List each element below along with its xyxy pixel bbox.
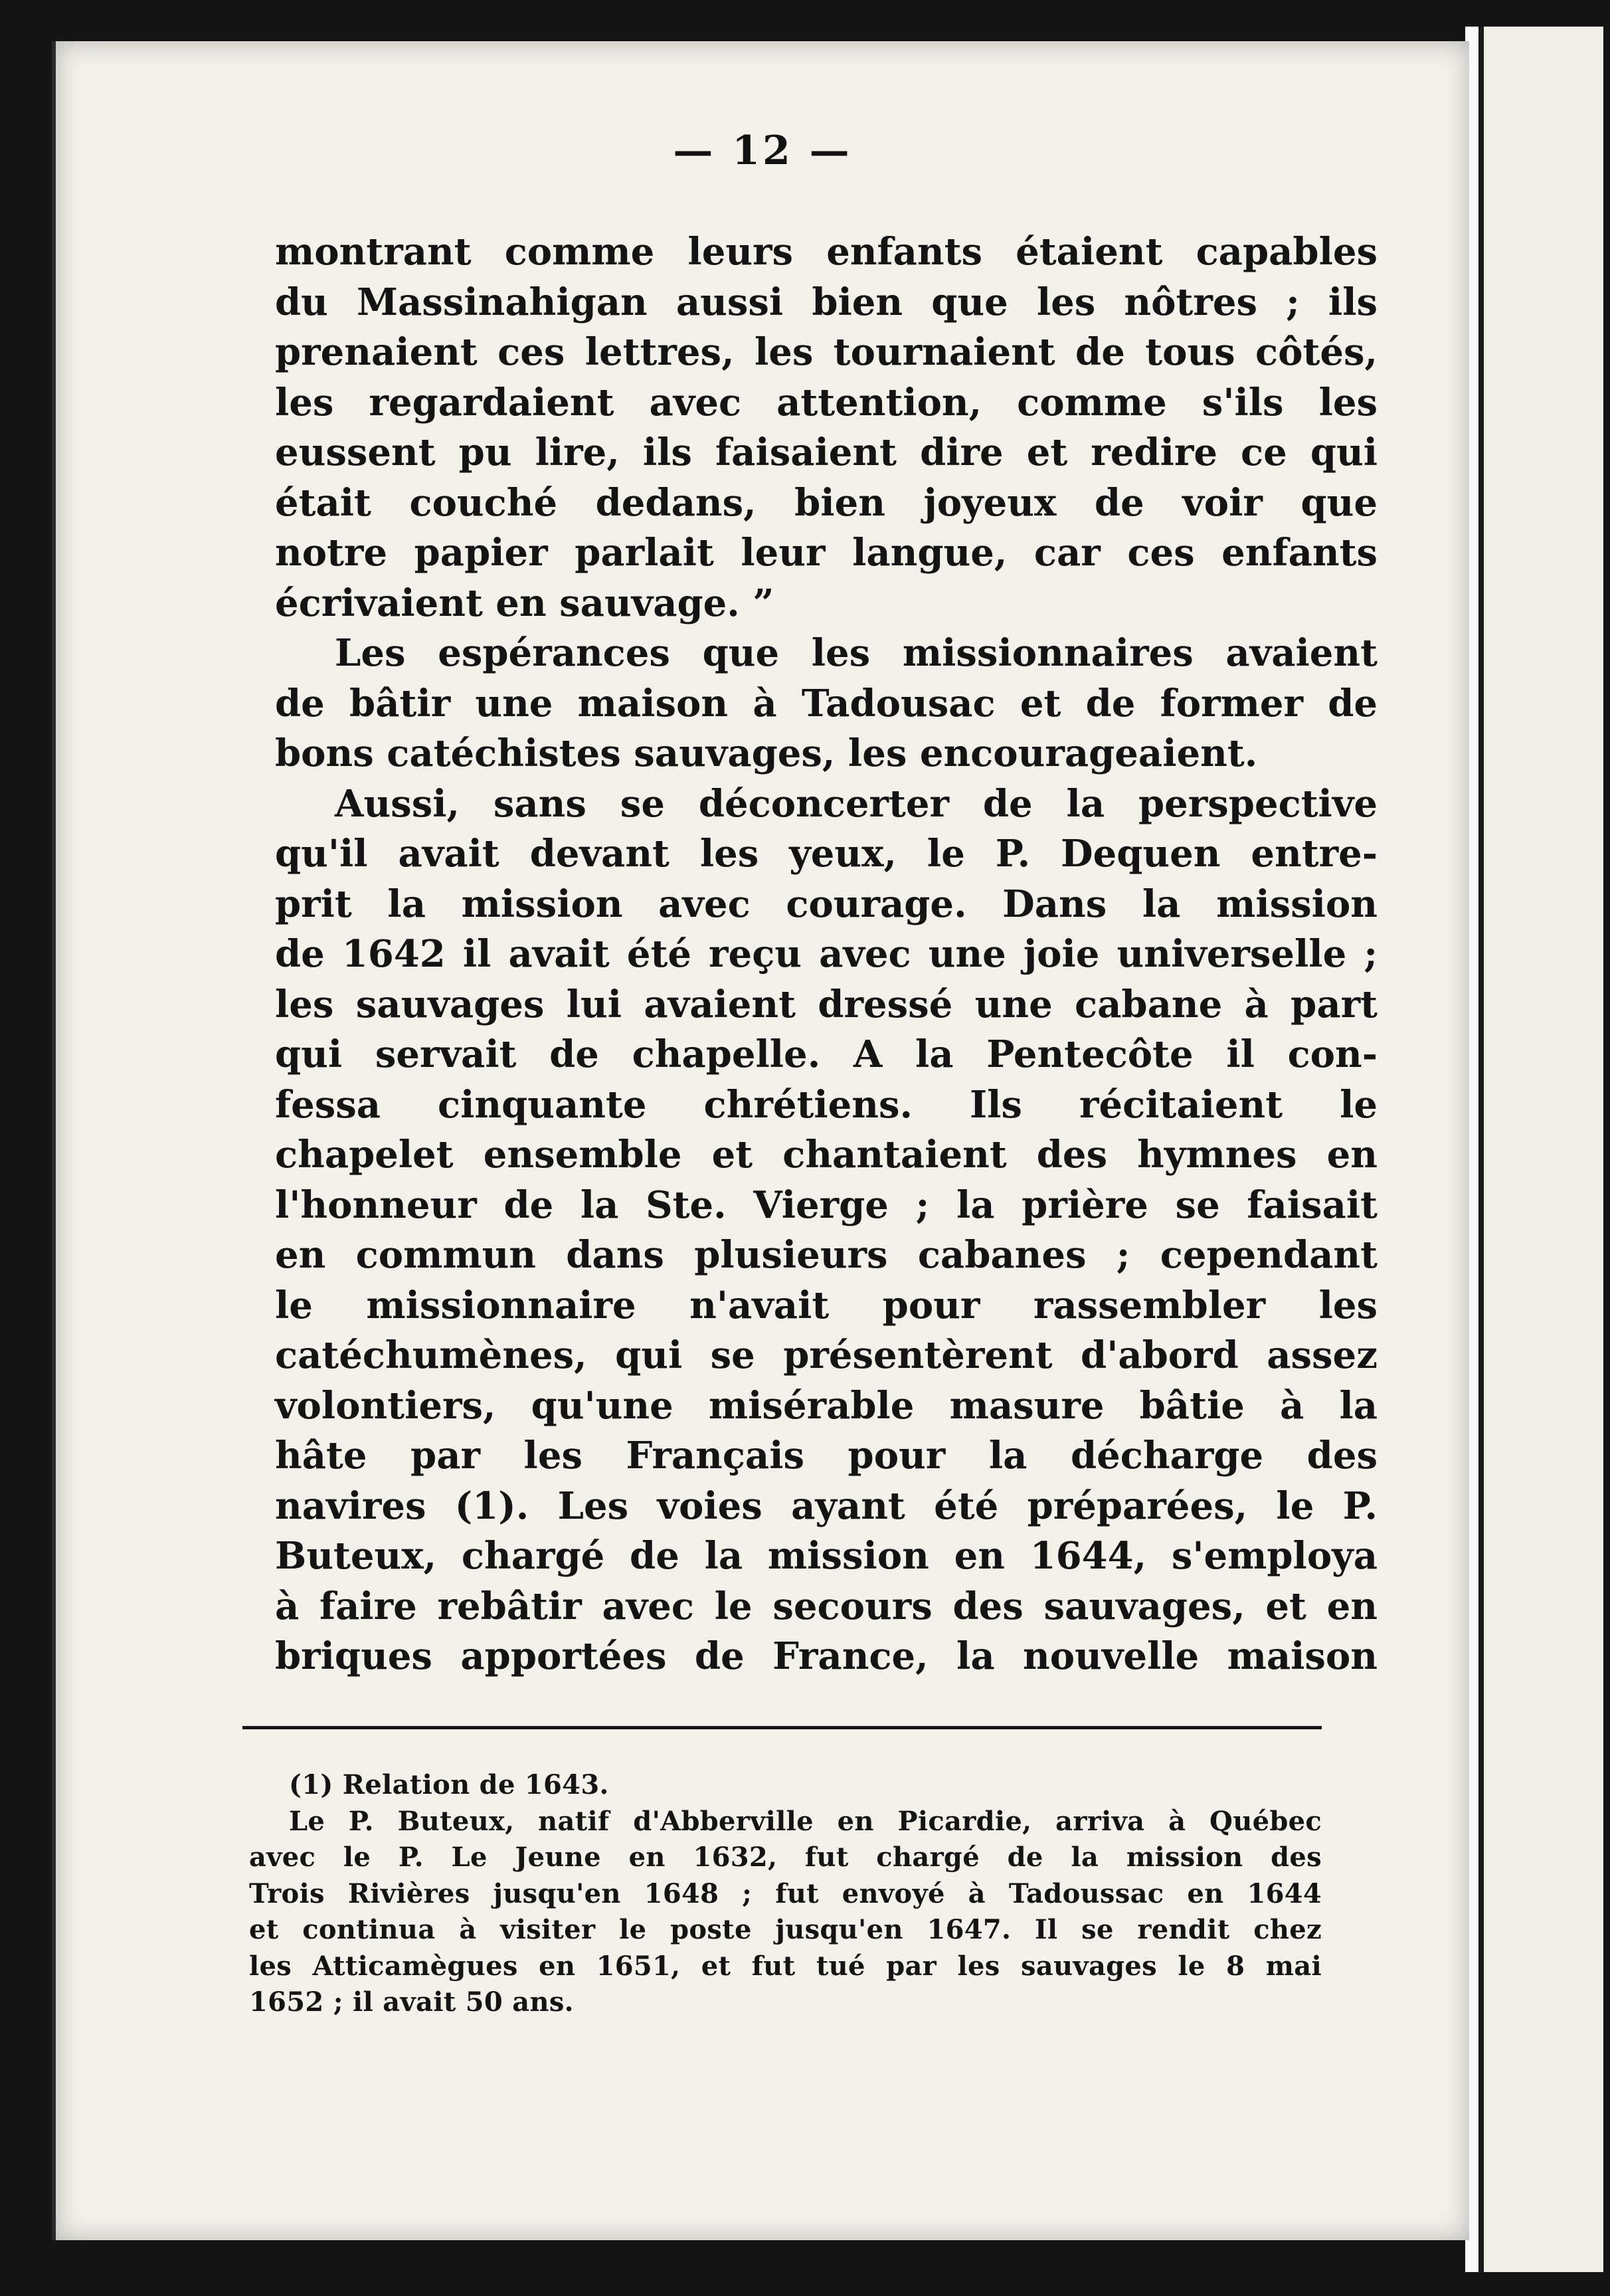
body-line: prenaient ces lettres, les tournaient de tous côtés, xyxy=(275,330,1378,374)
footnote-line: avec le P. Le Jeune en 1632, fut chargé de la mission des xyxy=(249,1842,1322,1873)
body-line: de bâtir une maison à Tadousac et de former de xyxy=(275,681,1378,725)
body-line: l'honneur de la Ste. Vierge ; la prière se faisait xyxy=(275,1183,1378,1227)
body-line: à faire rebâtir avec le secours des sauvages, et en xyxy=(275,1584,1378,1628)
body-line: en commun dans plusieurs cabanes ; cependant xyxy=(275,1233,1378,1277)
body-line: chapelet ensemble et chantaient des hymnes en xyxy=(275,1133,1378,1177)
body-line: briques apportées de France, la nouvelle maison xyxy=(275,1634,1378,1678)
body-line: les regardaient avec attention, comme s'ils les xyxy=(275,380,1378,425)
body-line: Les espérances que les missionnaires avaient xyxy=(335,631,1378,675)
body-line: catéchumènes, qui se présentèrent d'abord assez xyxy=(275,1333,1378,1377)
body-line: était couché dedans, bien joyeux de voir que xyxy=(275,480,1378,525)
footnote-line: et continua à visiter le poste jusqu'en 1647. Il se rendit chez xyxy=(249,1914,1322,1945)
footnote-line: Le P. Buteux, natif d'Abberville en Picardie, arriva à Québec xyxy=(289,1805,1322,1837)
body-line: notre papier parlait leur langue, car ces enfants xyxy=(275,531,1378,575)
body-text xyxy=(275,227,1378,1682)
body-line: eussent pu lire, ils faisaient dire et redire ce qui xyxy=(275,430,1378,474)
footnote-line: (1) Relation de 1643. xyxy=(289,1769,609,1800)
body-line: Buteux, chargé de la mission en 1644, s'employa xyxy=(275,1534,1378,1578)
body-line: prit la mission avec courage. Dans la mission xyxy=(275,882,1378,926)
footnote-rule xyxy=(242,1726,1322,1729)
body-line: volontiers, qu'une misérable masure bâtie à la xyxy=(275,1383,1378,1428)
body-line: hâte par les Français pour la décharge des xyxy=(275,1434,1378,1478)
body-line: du Massinahigan aussi bien que les nôtres ; ils xyxy=(275,280,1378,324)
body-line: Aussi, sans se déconcerter de la perspective xyxy=(335,781,1378,826)
body-line: bons catéchistes sauvages, les encourageaient. xyxy=(275,731,1258,775)
footnote-line: Trois Rivières jusqu'en 1648 ; fut envoyé à Tadoussac en 1644 xyxy=(249,1877,1322,1909)
body-line: navires (1). Les voies ayant été préparées, le P. xyxy=(275,1483,1378,1528)
body-line: les sauvages lui avaient dressé une cabane à part xyxy=(275,982,1378,1026)
adjacent-page-edge xyxy=(1478,27,1603,2272)
body-line: qu'il avait devant les yeux, le P. Dequen entre- xyxy=(275,832,1378,876)
body-line: de 1642 il avait été reçu avec une joie universelle ; xyxy=(275,932,1378,976)
footnote-line: 1652 ; il avait 50 ans. xyxy=(249,1986,574,2018)
body-line: écrivaient en sauvage. ” xyxy=(275,581,774,625)
page-number: — 12 — xyxy=(673,128,852,174)
body-line: le missionnaire n'avait pour rassembler les xyxy=(275,1283,1378,1327)
footnote-line: les Atticamègues en 1651, et fut tué par les sauvages le 8 mai xyxy=(249,1950,1322,1982)
footnotes xyxy=(249,1767,1322,2021)
body-line: montrant comme leurs enfants étaient capables xyxy=(275,230,1378,274)
body-line: qui servait de chapelle. A la Pentecôte il con- xyxy=(275,1032,1378,1076)
body-line: fessa cinquante chrétiens. Ils récitaient le xyxy=(275,1082,1378,1127)
